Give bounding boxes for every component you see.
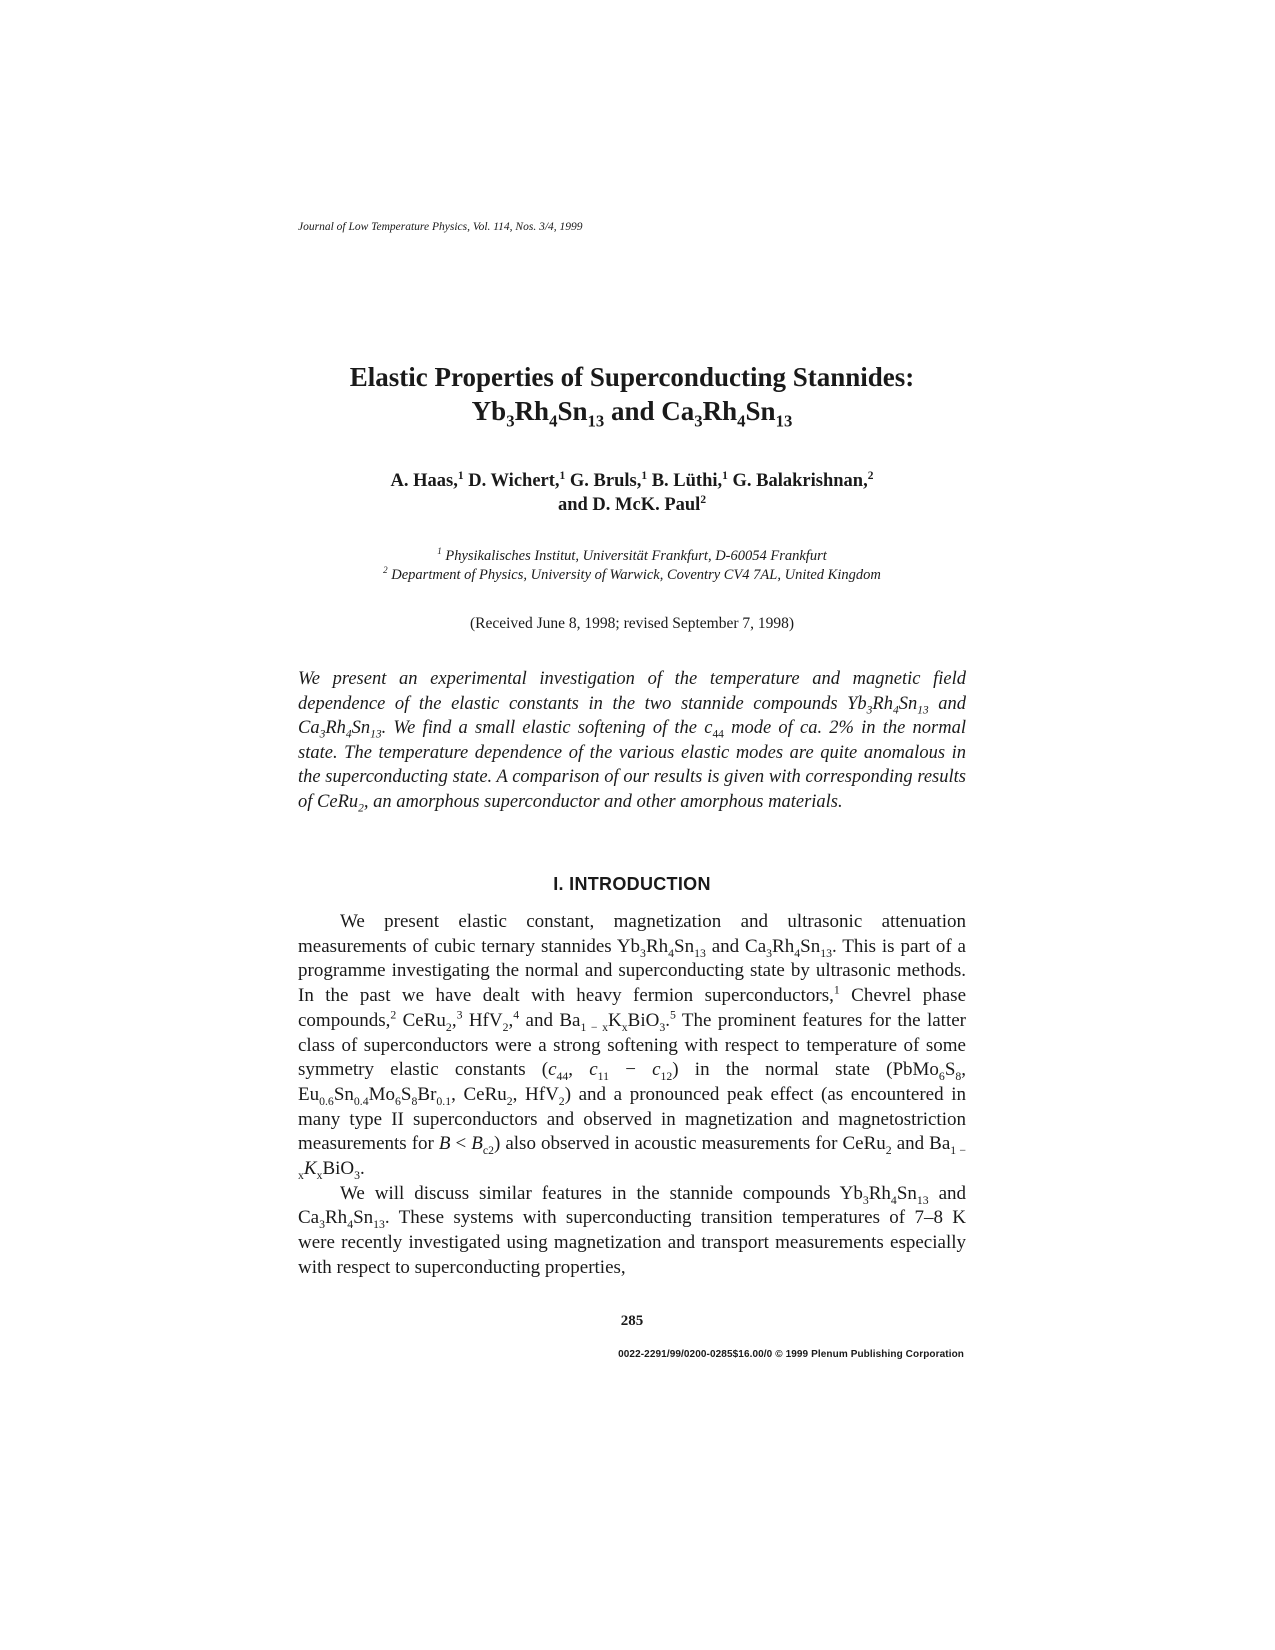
section-heading: I. INTRODUCTION: [553, 874, 711, 894]
paragraph-1: We present elastic constant, magnetization and ultrasonic attenuation measurements of cubic ternary stannides $Yb_3Rh_4Sn_{13}$ and $Ca_3Rh_4Sn_{13}$. This is part of a programme investigating the normal and superconducting state by ultrasonic methods. In the past we have dealt with heavy fermion superconductors,$^1$ Chevrel phase compounds,$^2$ CeRu$_2$,$^3$ HfV$_2$,$^4$ and $Ba_{1 - x}K_xBiO_3.^5$ The prominent features for the latter class of superconductors were a strong softening with respect to temperature of some symmetry elastic constants ($c_{44}$, $c_{11} - c_{12}$) in the normal state ($PbMo_6S_8$, $Eu_{0.6}Sn_{0.4}Mo_6S_8Br_{0.1}$, CeRu$_2$, HfV$_2$) and a pronounced peak effect (as encountered in many type II superconductors and observed in magnetization and magnetostriction measurements for $B < B_{c2}$) also observed in acoustic measurements for CeRu$_2$ and $Ba_{1 - x}K_xBiO_3$.: [298, 911, 967, 1182]
journal-header: Journal of Low Temperature Physics, Vol. 114, Nos. 3/4, 1999: [298, 221, 583, 233]
paper-title: [298, 360, 966, 431]
body-text: [298, 910, 966, 1281]
abstract-text: We present an experimental investigation of the temperature and magnetic field dependence of the elastic constants in the two stannide compounds $Yb_3Rh_4Sn_{13}$ and $Ca_3Rh_4Sn_{13}$. We find a small elastic softening of the $c_{44}$ mode of ca. 2% in the normal state. The temperature dependence of the various elastic modes are quite anomalous in the superconducting state. A comparison of our results is given with corresponding results of CeRu$_2$, an amorphous superconductor and other amorphous materials.: [298, 669, 967, 815]
page-number: 285: [620, 1313, 644, 1329]
affiliation-2: $^2$ Department of Physics, University of Warwick, Coventry CV4 7AL, United Kingdom: [383, 565, 881, 583]
authors-line-2: and D. McK. Paul$^2$: [557, 493, 707, 515]
title-line-1: Elastic Properties of Superconducting Stannides:: [349, 362, 915, 392]
authors-line-1: A. Haas,$^1$ D. Wichert,$^1$ G. Bruls,$^1$ B. Lüthi,$^1$ G. Balakrishnan,$^2$: [390, 469, 874, 491]
title-line-2: $Yb_3Rh_4Sn_{13}$ and $Ca_3Rh_4Sn_{13}$: [471, 396, 793, 431]
affiliation-1: $^1$ Physikalisches Institut, Universität Frankfurt, D-60054 Frankfurt: [437, 546, 827, 564]
abstract: [298, 667, 966, 815]
affiliations: [298, 547, 966, 585]
paragraph-2: We will discuss similar features in the stannide compounds $Yb_3Rh_4Sn_{13}$ and $Ca_3Rh_4Sn_{13}$. These systems with superconducting transition temperatures of 7–8 K were recently investigated using magnetization and transport measurements especially with respect to superconducting properties,: [298, 1182, 967, 1278]
received-dates: (Received June 8, 1998; revised September 7, 1998): [469, 615, 795, 632]
author-list: [298, 469, 966, 517]
copyright-footer: 0022-2291/99/0200-0285$16.00/0 © 1999 Plenum Publishing Corporation: [618, 1349, 964, 1360]
